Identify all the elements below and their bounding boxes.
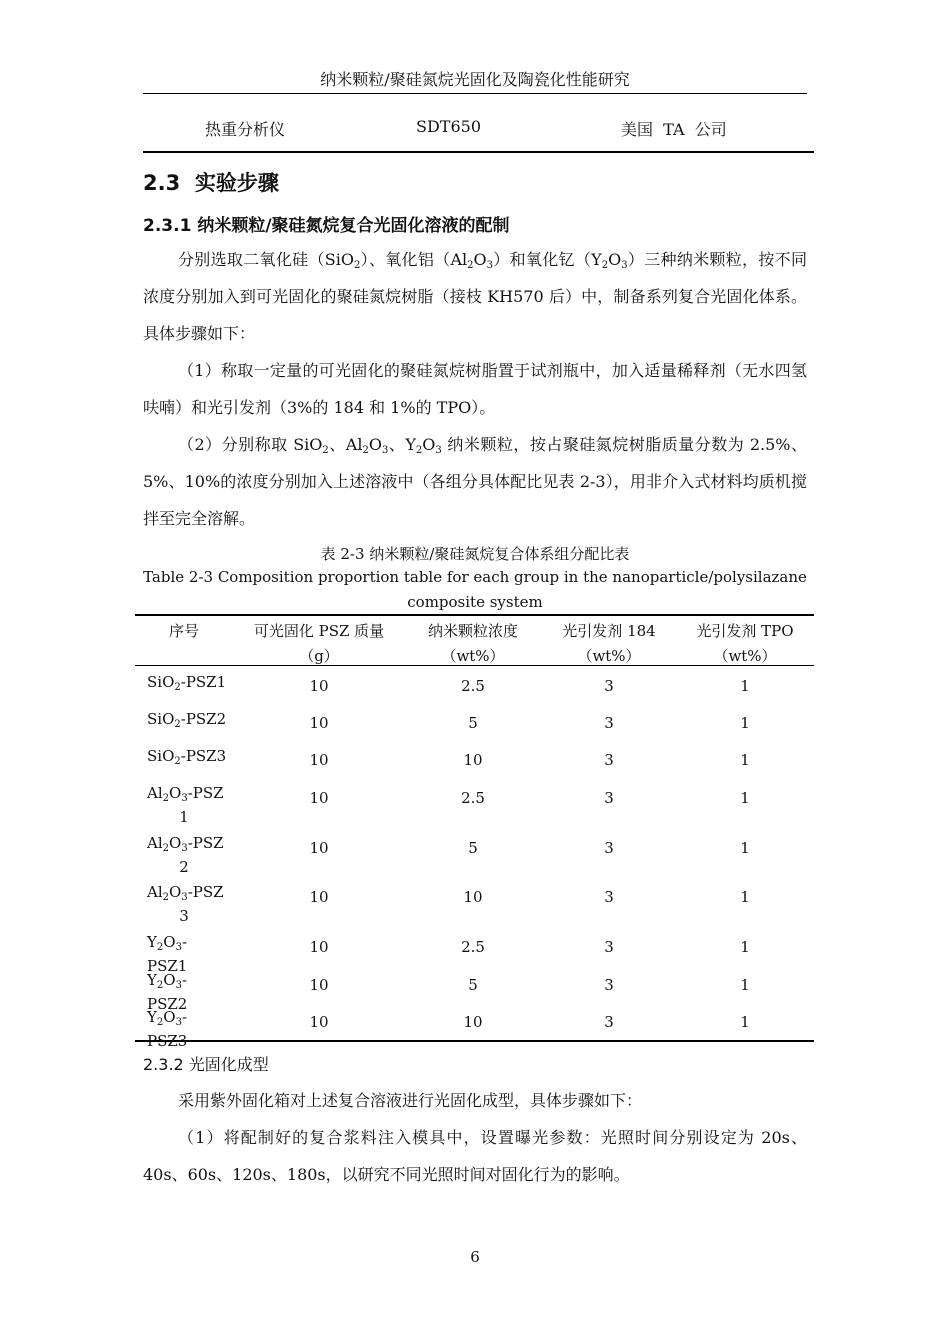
table-header-unit: （g） (299, 647, 339, 665)
table-cell: 5 (468, 714, 478, 732)
table-cell: 10 (463, 1013, 483, 1031)
table-top-rule (135, 614, 814, 616)
table-cell: 3 (604, 938, 614, 956)
section-heading-2-3-2: 2.3.2 光固化成型 (143, 1055, 269, 1074)
table-cell: 3 (604, 789, 614, 807)
table-row-id: $Y_2O_3-PSZ3$ (147, 1008, 188, 1050)
table-cell: 1 (740, 751, 750, 769)
table-cell: 1 (740, 888, 750, 906)
table-row-id: $Y_2O_3-PSZ2$ (147, 971, 188, 1013)
table-cell: 3 (604, 1013, 614, 1031)
table-cell: 2.5 (461, 677, 485, 695)
paragraph-step-2: （2）分别称取 SiO$_2$、$Al_2O_3$、$Y_2O_3$ 纳米颗粒，按占聚硅氮烷树脂质量分数为 2.5%、5%、10%的浓度分别加入上述溶液中（各组分具体配比见表 2-3），用非介入式材料均质机搅拌至完全溶解。 (143, 435, 807, 528)
equipment-name: 热重分析仪 (205, 120, 286, 139)
table-cell: 1 (740, 938, 750, 956)
table-cell: 10 (309, 677, 329, 695)
table-row-id: $Al_2O_3$-PSZ 3 (147, 883, 224, 925)
paragraph-2-3-2-step-1: （1）将配制好的复合浆料注入模具中，设置曝光参数：光照时间分别设定为 20s、40s、60s、120s、180s，以研究不同光照时间对固化行为的影响。 (143, 1128, 807, 1184)
table-cell: 10 (309, 888, 329, 906)
table-row-id: SiO$_2$-PSZ2 (147, 710, 227, 730)
table-cell: 1 (740, 714, 750, 732)
equipment-table-bottom-rule (143, 151, 814, 153)
section-heading-2-3: 2.3 实验步骤 (143, 171, 279, 195)
table-cell: 2.5 (461, 938, 485, 956)
paragraph-intro: 分别选取二氧化硅（SiO$_2$）、氧化铝$(Al_2O_3)$和氧化钇$(Y_2O_3)$三种纳米颗粒，按不同浓度分别加入到可光固化的聚硅氮烷树脂（接枝 KH570 后）中，制备系列复合光固化体系。具体步骤如下： (143, 250, 807, 343)
header-rule (143, 93, 807, 94)
table-cell: 3 (604, 677, 614, 695)
table-header-unit: （wt%） (441, 647, 505, 665)
table-bottom-rule (135, 1040, 814, 1042)
table-row-id: SiO$_2$-PSZ3 (147, 747, 227, 767)
table-row-id: $Y_2O_3-PSZ1$ (147, 933, 188, 975)
table-cell: 5 (468, 839, 478, 857)
table-header-unit: （wt%） (713, 647, 777, 665)
table-row-id: SiO$_2$-PSZ1 (147, 673, 227, 693)
table-cell: 10 (309, 751, 329, 769)
table-cell: 2.5 (461, 789, 485, 807)
table-cell: 10 (309, 938, 329, 956)
paragraph-2-3-2-intro: 采用紫外固化箱对上述复合溶液进行光固化成型，具体步骤如下： (178, 1091, 643, 1110)
equipment-model: SDT650 (416, 117, 481, 136)
table-cell: 10 (309, 839, 329, 857)
section-2-3-1-body (143, 241, 807, 537)
table-cell: 1 (740, 976, 750, 994)
table-row-id: $Al_2O_3$-PSZ 1 (147, 784, 224, 826)
table-caption-cn: 表 2-3 纳米颗粒/聚硅氮烷复合体系组分配比表 (320, 545, 630, 563)
table-cell: 10 (309, 714, 329, 732)
table-cell: 3 (604, 714, 614, 732)
table-cell: 10 (463, 888, 483, 906)
table-cell: 1 (740, 839, 750, 857)
table-cell: 10 (463, 751, 483, 769)
table-cell: 3 (604, 751, 614, 769)
table-cell: 1 (740, 677, 750, 695)
table-header-cell: 纳米颗粒浓度 (427, 622, 518, 640)
table-header-unit: （wt%） (577, 647, 641, 665)
running-header: 纳米颗粒/聚硅氮烷光固化及陶瓷化性能研究 (320, 70, 630, 89)
table-cell: 10 (309, 976, 329, 994)
page-number: 6 (470, 1248, 480, 1266)
table-header-cell: 序号 (168, 622, 199, 640)
table-cell: 3 (604, 888, 614, 906)
table-caption-en-line2: composite system (407, 593, 543, 611)
table-caption-en-line1: Table 2-3 Composition proportion table for each group in the nanoparticle/polysilazane (143, 568, 807, 586)
table-header-cell: 可光固化 PSZ 质量 (253, 622, 385, 640)
table-cell: 3 (604, 839, 614, 857)
table-cell: 1 (740, 789, 750, 807)
table-cell: 5 (468, 976, 478, 994)
table-header-cell: 光引发剂 184 (562, 622, 656, 640)
table-row-id: $Al_2O_3$-PSZ 2 (147, 834, 224, 876)
section-2-3-2-body (143, 1082, 807, 1193)
section-heading-2-3-1: 2.3.1 纳米颗粒/聚硅氮烷复合光固化溶液的配制 (143, 216, 510, 236)
table-cell: 1 (740, 1013, 750, 1031)
table-header-cell: 光引发剂 TPO (696, 622, 794, 640)
paragraph-step-1: （1）称取一定量的可光固化的聚硅氮烷树脂置于试剂瓶中，加入适量稀释剂（无水四氢呋喃）和光引发剂（3%的 184 和 1%的 TPO）。 (143, 361, 807, 417)
table-cell: 10 (309, 1013, 329, 1031)
table-cell: 3 (604, 976, 614, 994)
table-cell: 10 (309, 789, 329, 807)
equipment-maker: 美国 TA 公司 (621, 120, 727, 139)
